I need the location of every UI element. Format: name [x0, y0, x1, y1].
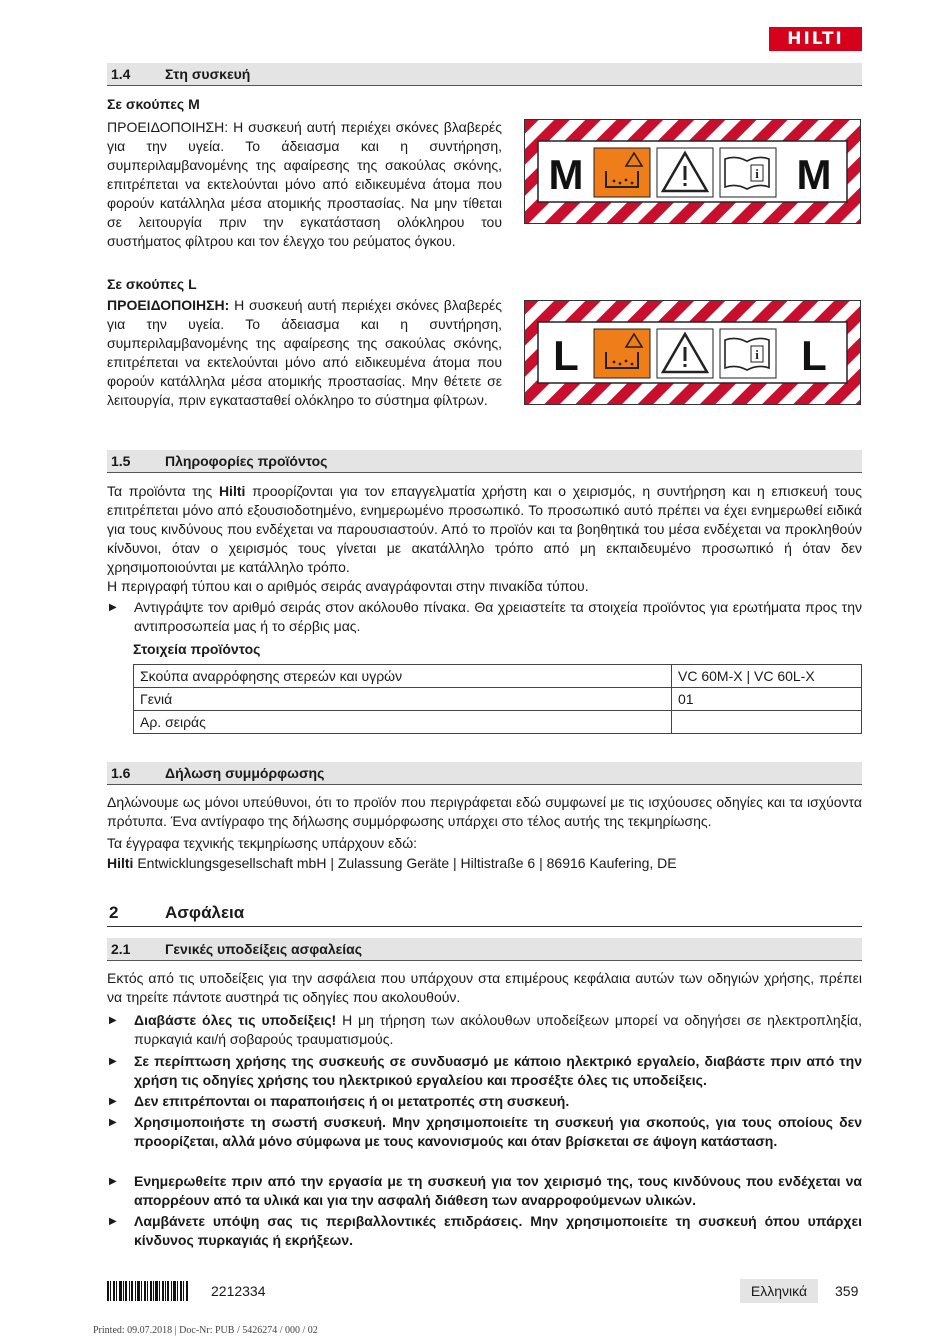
- section-header-1-6: 1.6 Δήλωση συμμόρφωσης: [107, 762, 862, 785]
- language-tab: Ελληνικά: [740, 1279, 818, 1303]
- safety-bullet-5: ▶ Ενημερωθείτε πριν από την εργασία με τη συσκευή για τον χειρισμό της, τους κινδύνους που ενδέχεται να απορρέουν από τα υλικά και για την ασφαλή διάθεση των αναρροφούμενων υλικών.: [109, 1173, 862, 1208]
- print-info: Printed: 09.07.2018 | Doc-Nr: PUB / 5426274 / 000 / 02: [93, 1325, 318, 1336]
- document-code: 2212334: [211, 1283, 266, 1299]
- bullet-icon: ▶: [109, 602, 117, 613]
- bullet-icon: ▶: [109, 1176, 117, 1187]
- hilti-logo: HILTI: [769, 27, 862, 51]
- warning-label-m: [524, 119, 861, 224]
- page-number: 359: [835, 1283, 859, 1299]
- table-row: Σκούπα αναρρόφησης στερεών και υγρών VC 60M-X | VC 60L-X: [134, 665, 862, 688]
- bullet-icon: ▶: [109, 1216, 117, 1227]
- conformity-text: Δηλώνουμε ως μόνοι υπεύθυνοι, ότι το προϊόν που περιγράφεται εδώ συμφωνεί με τις ισχύουσες οδηγίες και τα ισχύοντα πρότυπα. Ένα αντίγραφο της δήλωσης συμμόρφωσης υπάρχει στο τέλος αυτής της τεκμηρίωσης.: [107, 794, 862, 829]
- section-header-1-5: 1.5 Πληροφορίες προϊόντος: [107, 450, 862, 473]
- bullet-icon: ▶: [109, 1015, 117, 1026]
- svg-text:i: i: [755, 166, 759, 181]
- m-warning-text: ΠΡΟΕΙΔΟΠΟΙΗΣΗ: Η συσκευή αυτή περιέχει σκόνες βλαβερές για την υγεία. Το άδειασμα και η συντήρηση, συμπεριλαμβανομένης της αφαίρεσης της σακούλας σκόνης, επιτρέπεται να εκτελούνται μόνο από ειδικευμένα άτομα που φορούν κατάλληλα μέσα ατομικής προστασίας. Να μην τίθεται σε λειτουργία πριν την εγκατάσταση ολόκληρου του συστήματος φίλτρου και τον έλεγχο του ρεύματος όγκου.: [107, 119, 502, 249]
- safety-intro: Εκτός από τις υποδείξεις για την ασφάλεια που υπάρχουν στα επιμέρους κεφάλαια αυτών των οδηγιών χρήσης, πρέπει να τηρείτε πάντοτε αυστηρά τις οδηγίες που ακολουθούν.: [107, 970, 862, 1005]
- tech-docs-text: Τα έγγραφα τεχνικής τεκμηρίωσης υπάρχουν εδώ:: [107, 835, 418, 851]
- safety-bullet-2: ▶ Σε περίπτωση χρήσης της συσκευής σε συνδυασμό με κάποιο ηλεκτρικό εργαλείο, διαβάστε πριν από την χρήση τις οδηγίες χρήσης του ηλεκτρικού εργαλείου και προσέξτε όλες τις υποδείξεις.: [109, 1053, 862, 1088]
- svg-text:i: i: [755, 347, 759, 362]
- bullet-icon: ▶: [109, 1056, 117, 1067]
- safety-bullet-3: ▶ Δεν επιτρέπονται οι παραποιήσεις ή οι μετατροπές στη συσκευή.: [109, 1093, 570, 1109]
- safety-bullet-6: ▶ Λαμβάνετε υπόψη σας τις περιβαλλοντικές επιδράσεις. Μην χρησιμοποιείτε τη συσκευή όπου υπάρχει κίνδυνος πυρκαγιάς ή εκρήξεων.: [109, 1213, 862, 1248]
- warning-label-l: [524, 300, 861, 405]
- product-data-title: Στοιχεία προϊόντος: [133, 641, 261, 657]
- barcode-icon: [107, 1281, 189, 1301]
- table-row: Αρ. σειράς: [134, 711, 862, 734]
- section-header-2-1: 2.1 Γενικές υποδείξεις ασφαλείας: [107, 938, 862, 961]
- section-header-1-4: 1.4 Στη συσκευή: [107, 63, 862, 86]
- bullet-icon: ▶: [109, 1096, 117, 1107]
- safety-bullet-4: ▶ Χρησιμοποιήστε τη σωστή συσκευή. Μην χρησιμοποιείτε τη συσκευή για σκοπούς, για τους οποίους δεν προορίζεται, αλλά μόνο σύμφωνα με τους κανονισμούς και όταν βρίσκεται σε άψογη κατάσταση.: [109, 1114, 862, 1149]
- label-m-right: M: [796, 151, 832, 198]
- safety-bullet-1: ▶ Διαβάστε όλες τις υποδείξεις! Η μη τήρηση των ακόλουθων υποδείξεων μπορεί να οδηγήσει σε ηλεκτροπληξία, πυρκαγιά και/ή σοβαρούς τραυματισμούς.: [109, 1012, 862, 1047]
- company-address: Hilti Entwicklungsgesellschaft mbH | Zulassung Geräte | Hiltistraße 6 | 86916 Kaufering, DE: [107, 855, 677, 871]
- bullet-icon: ▶: [109, 1117, 117, 1128]
- l-warning-text: ΠΡΟΕΙΔΟΠΟΙΗΣΗ: Η συσκευή αυτή περιέχει σκόνες βλαβερές για την υγεία. Το άδειασμα και η συντήρηση, συμπεριλαμβανομένης της αφαίρεσης της σακούλας σκόνης, επιτρέπεται να εκτελούνται μόνο από ειδικευμένα άτομα που φορούν κατάλληλα μέσα ατομικής προστασίας. Μην θέτετε σε λειτουργία, πριν εγκατασταθεί ολόκληρο το σύστημα φίλτρων.: [107, 297, 502, 408]
- table-row: Γενιά 01: [134, 688, 862, 711]
- copy-serial-bullet: ▶ Αντιγράψτε τον αριθμό σειράς στον ακόλουθο πίνακα. Θα χρειαστείτε τα στοιχεία προϊόντος για ερωτήματα προς την αντιπροσωπεία μας ή το σέρβις μας.: [109, 599, 862, 634]
- label-l-right: L: [801, 332, 827, 379]
- l-heading: Σε σκούπες L: [107, 276, 197, 292]
- m-heading: Σε σκούπες M: [107, 96, 200, 112]
- label-m-left: M: [548, 151, 584, 198]
- product-info-text: Τα προϊόντα της Hilti προορίζονται για τον επαγγελματία χρήστη και ο χειρισμός, η συντήρηση και η επισκευή τους επιτρέπεται μόνο από εξουσιοδοτημένο, ενημερωμένο προσωπικό. Το προσωπικό αυτό πρέπει να έχει ενημερωθεί ειδικά για τους κινδύνους που ενδέχεται να παρουσιαστούν. Από το προϊόν και τα βοηθητικά του μέσα ενδέχεται να προκληθούν κίνδυνοι, όταν ο χειρισμός τους γίνεται με ακατάλληλο τρόπο από μη εκπαιδευμένο προσωπικό ή όταν δεν χρησιμοποιούνται με κατάλληλο τρόπο.: [107, 483, 862, 575]
- type-plate-text: Η περιγραφή τύπου και ο αριθμός σειράς αναγράφονται στην πινακίδα τύπου.: [107, 578, 589, 594]
- label-l-left: L: [553, 332, 579, 379]
- product-data-table: [133, 664, 862, 734]
- chapter-header-2: 2 Ασφάλεια: [107, 900, 862, 927]
